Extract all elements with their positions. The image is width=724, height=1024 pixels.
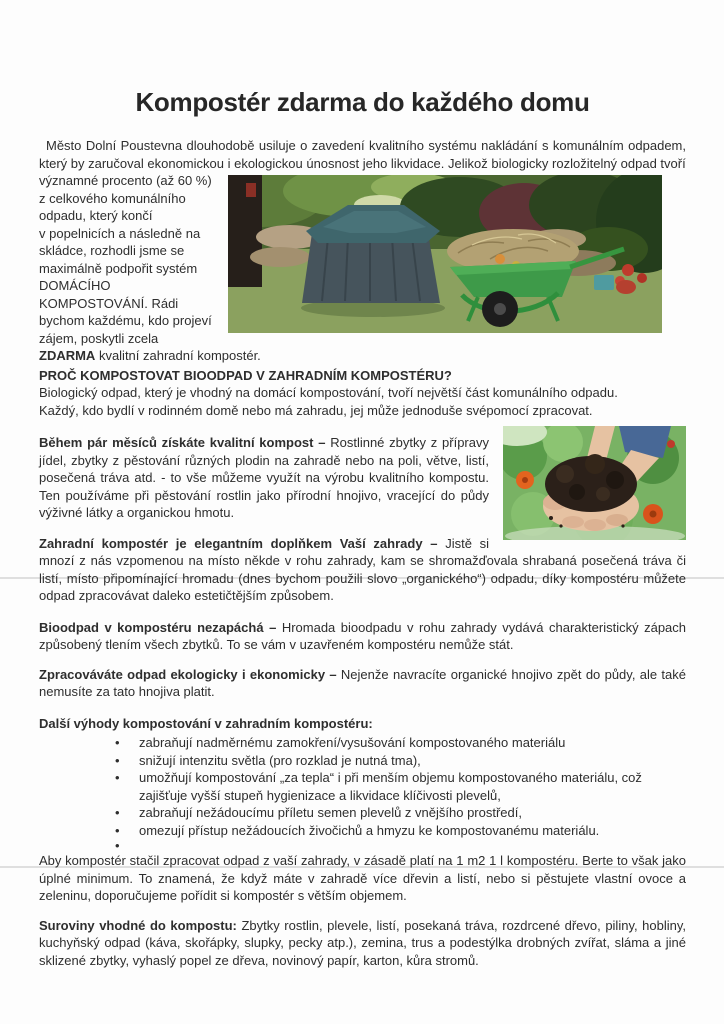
- benefits-list: [39, 734, 686, 852]
- bullet-icon: •: [115, 735, 120, 750]
- list-item-text: zabraňují nadměrnému zamokření/vysušování kompostovaného materiálu: [139, 735, 566, 750]
- intro-wrap-before: významné procento (až 60 %) z celkového komunálního odpadu, který končí v popelnicích a následně na skládce, rozhodli jsme se maximálně podpořit systém DOMÁCÍHO KOMPOSTOVÁNÍ. Rádi bychom každému, kdo projeví zájem, poskytli zcela: [39, 173, 212, 346]
- section-proc-line1: Biologický odpad, který je vhodný na domácí kompostování, tvoří největší část komunálního odpadu.: [39, 385, 618, 400]
- paragraph-zpracovavate: [39, 666, 686, 701]
- paragraph-behem-lead: Během pár měsíců získáte kvalitní kompost –: [39, 435, 331, 450]
- list-item-text: zabraňují nežádoucímu příletu semen plevelů z vnějšího prostředí,: [139, 805, 522, 820]
- intro-paragraph: Město Dolní Poustevna dlouhodobě usiluje o zavedení kvalitního systému nakládání s komunálním odpadem, který by zaručoval ekonomickou i ekologickou únosnost jeho likvidace. Jelikož biologicky rozložitelný odpad tvoří: [39, 138, 686, 171]
- list-item: [39, 804, 686, 822]
- paragraph-zahradni-lead: Zahradní kompostér je elegantním doplňkem Vaší zahrady –: [39, 535, 446, 551]
- bullet-icon: •: [115, 822, 120, 838]
- paragraph-zahradni-text: Jistě si mnozí z nás vzpomenou na místo někde v rohu zahrady, kam se shromažďovala shrabaná posečená tráva či listí, místo připomínající hromadu (dnes bychom použili slovo „organického“) odpadu, díky kompostéru můžete odpad zpracovávat daleko estetičtějším způsobem.: [39, 535, 686, 603]
- paragraph-bioodpad-lead: Bioodpad v kompostéru nezapáchá –: [39, 619, 282, 635]
- bullet-icon: •: [115, 805, 120, 820]
- list-item-text: omezují přístup nežádoucích živočichů a hmyzu ke kompostovanému materiálu.: [139, 822, 600, 838]
- garden-composter-photo: [228, 175, 662, 333]
- list-item-text: umožňují kompostování „za tepla“ i při menším objemu kompostovaného materiálu, což zajišťuje vyšší stupeň hygienizace a likvidace klíčivosti plevelů,: [139, 770, 642, 803]
- paragraph-bioodpad-text: Hromada bioodpadu v rohu zahrady vydává charakteristický zápach způsobený tlením všech zbytků. To se vám v uzavřeném kompostéru nemůže stát.: [39, 619, 687, 652]
- hands-compost-illustration: [503, 426, 686, 540]
- benefits-heading: Další výhody kompostování v zahradním kompostéru:: [39, 715, 373, 731]
- zdarma-emphasis: ZDARMA: [39, 348, 96, 363]
- list-item-text: snižují intenzitu světla (pro rozklad je nutná tma),: [139, 752, 421, 768]
- bullet-icon: •: [115, 752, 120, 768]
- paragraph-zpracovavate-text: Nejenže navracíte organické hnojivo zpět do půdy, ale také nemusíte za tato hnojiva platit.: [39, 666, 686, 699]
- list-item: [39, 752, 686, 770]
- garden-scene-illustration: [228, 175, 662, 333]
- paragraph-zahradni: [39, 535, 686, 605]
- section-proc-heading: PROČ KOMPOSTOVAT BIOODPAD V ZAHRADNÍM KOMPOSTÉRU?: [39, 367, 452, 383]
- paragraph-suroviny: [39, 917, 686, 970]
- paragraph-aby: Aby kompostér stačil zpracovat odpad z vaší zahrady, v zásadě platí na 1 m2 1 l kompostéru. Berte to však jako úplné minimum. To znamená, že když máte v zahradě více dřevin a listí, nebo si pěstujete vlastní ovoce a zeleninu, doporučujeme pořídit si kompostér s větším objemem.: [39, 853, 686, 903]
- paragraph-zpracovavate-lead: Zpracováváte odpad ekologicky i ekonomicky –: [39, 666, 341, 682]
- section-proc-line2: Každý, kdo bydlí v rodinném domě nebo má zahradu, jej může jednoduše svépomocí zpracovat.: [39, 402, 593, 418]
- list-item: [39, 769, 686, 804]
- page-title: Kompostér zdarma do každého domu: [135, 87, 590, 117]
- section-proc: [39, 367, 686, 420]
- compost-wrap-section: [39, 434, 686, 605]
- bullet-icon: •: [115, 838, 120, 853]
- list-item-empty: [39, 839, 686, 852]
- intro-wrap-after: kvalitní zahradní kompostér.: [95, 348, 261, 363]
- paragraph-suroviny-lead: Suroviny vhodné do kompostu:: [39, 917, 242, 933]
- bullet-icon: •: [115, 770, 120, 785]
- document-content: [39, 0, 686, 969]
- list-item: [39, 822, 686, 840]
- list-item: [39, 734, 686, 752]
- paragraph-bioodpad: [39, 619, 686, 654]
- paragraph-behem-text: Rostlinné zbytky z přípravy jídel, zbytky z pěstování různých plodin na zahradě nebo na poli, větve, listí, posečená tráva atd. - to vše můžeme využít na výrobu kvalitního kompostu. Ten používáme při pěstování rostlin jako přírodní hnojivo, vracející do půdy výživné látky a organickou hmotu.: [39, 435, 489, 520]
- compost-hands-photo: [503, 426, 686, 540]
- intro-wrap-section: [39, 172, 686, 365]
- paragraph-suroviny-text: Zbytky rostlin, plevele, listí, posekaná tráva, rozdrcené dřevo, piliny, hobliny, kuchyňský odpad (káva, skořápky, slupky, pecky atp.), zemina, trus a podestýlka drobných zvířat, sláma a jiné sklizené zbytky, vyhaslý popel ze dřeva, novinový papír, karton, kůra stromů.: [39, 917, 686, 968]
